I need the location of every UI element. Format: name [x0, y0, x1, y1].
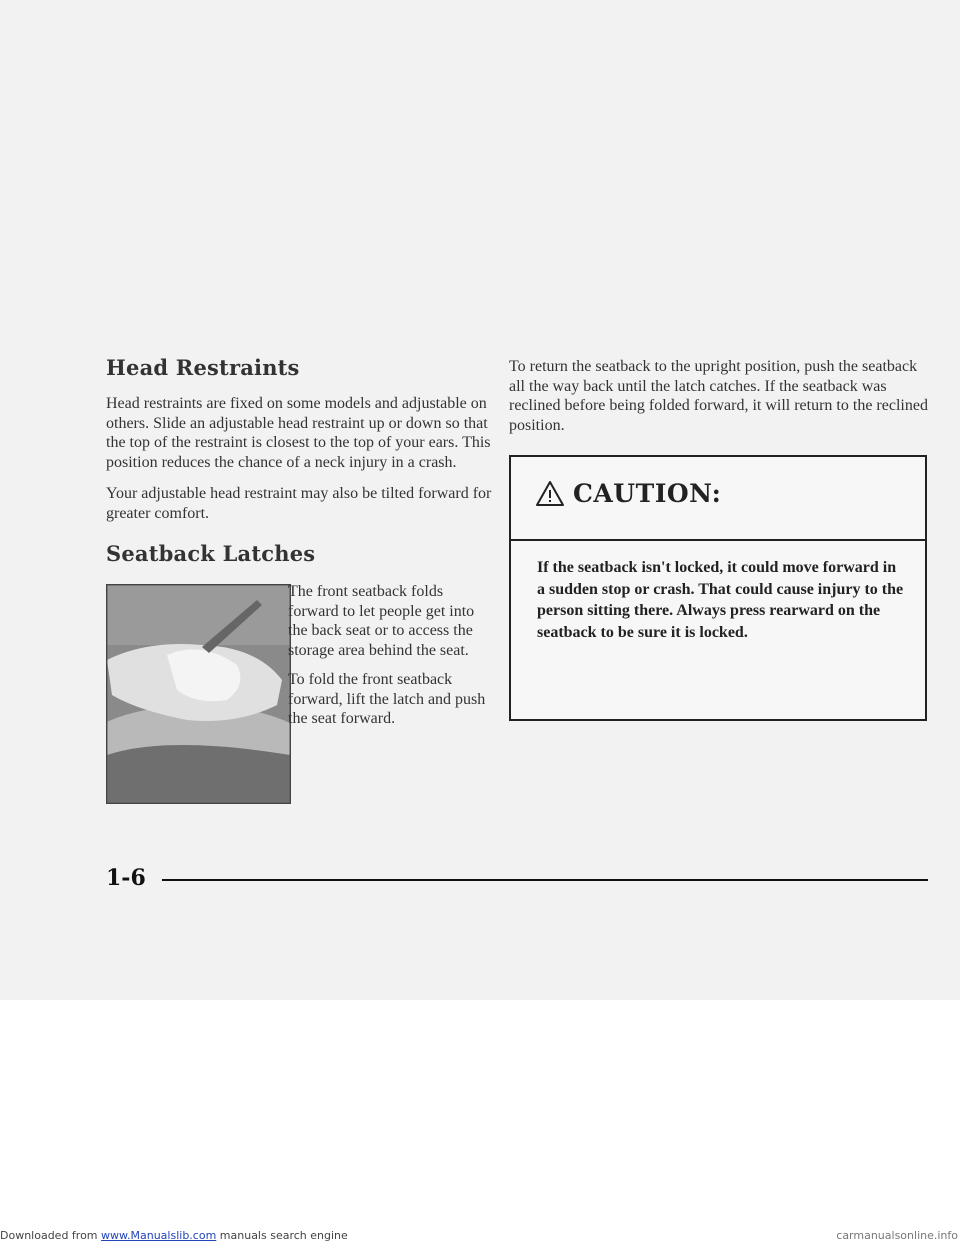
download-prefix: Downloaded from	[0, 1229, 98, 1242]
left-column	[106, 355, 496, 812]
seatback-latches-paragraph-2: To fold the front seatback forward, lift the latch and push the seat forward.	[288, 671, 486, 727]
page-footer	[106, 863, 928, 893]
download-suffix: manuals search engine	[219, 1229, 348, 1242]
footer-rule	[162, 879, 928, 881]
page-number: 1-6	[106, 865, 146, 891]
head-restraints-paragraph-2: Your adjustable head restraint may also be tilted forward for greater comfort.	[106, 485, 492, 522]
seatback-latches-paragraph-1: The front seatback folds forward to let people get into the back seat or to access the storage area behind the seat.	[288, 583, 475, 659]
caution-title: CAUTION:	[573, 479, 722, 508]
seatback-figure-row	[106, 582, 496, 812]
manualslib-link[interactable]: www.Manualslib.com	[101, 1229, 217, 1242]
right-column	[509, 357, 929, 721]
caution-box	[509, 455, 927, 721]
warning-triangle-icon	[535, 480, 565, 507]
seat-latch-illustration	[107, 585, 290, 803]
seatback-latch-photo	[106, 584, 291, 804]
seatback-latches-heading: Seatback Latches	[106, 541, 316, 566]
head-restraints-paragraph-1: Head restraints are fixed on some models and adjustable on others. Slide an adjustable head restraint up or down so that the top of the restraint is closest to the top of your ears. This position reduces the chance of a neck injury in a crash.	[106, 395, 491, 471]
caution-divider	[511, 539, 925, 541]
seatback-figure-text	[288, 582, 493, 739]
head-restraints-heading: Head Restraints	[106, 355, 300, 380]
seatback-latches-paragraph-3: To return the seatback to the upright position, push the seatback all the way back until the latch catches. If the seatback was reclined before being folded forward, it will return to the reclined position.	[509, 358, 928, 434]
watermark-text: carmanualsonline.info	[836, 1229, 958, 1242]
download-bar	[0, 1229, 960, 1242]
caution-text: If the seatback isn't locked, it could move forward in a sudden stop or crash. That could cause injury to the person sitting there. Always press rearward on the seatback to be sure it is locked.	[537, 559, 904, 641]
caution-header	[535, 479, 721, 508]
